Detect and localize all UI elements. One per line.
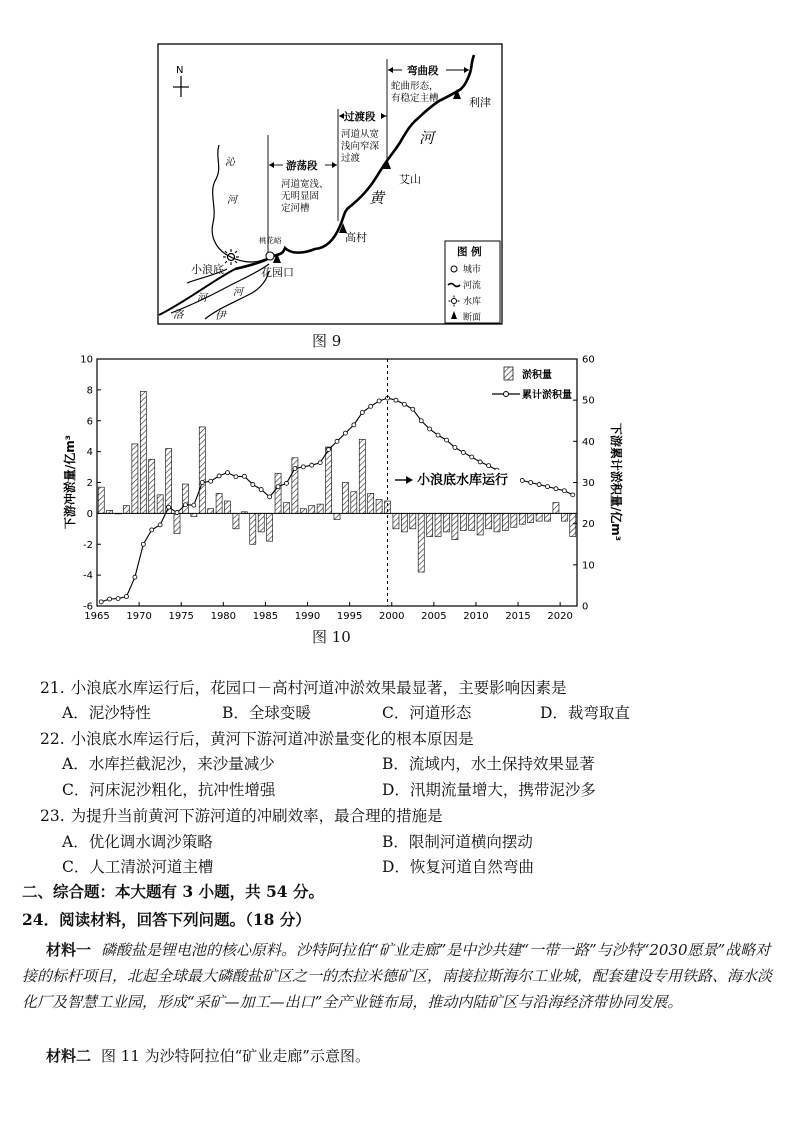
cumulative-point-2018 xyxy=(546,485,550,489)
q21-option-d[interactable]: D．裁弯取直 xyxy=(540,704,630,722)
y-right-tick: 60 xyxy=(582,354,595,366)
bar-2011 xyxy=(486,513,492,528)
bar-2015 xyxy=(519,513,525,524)
legend-reservoir: 水库 xyxy=(463,297,482,307)
cumulative-point-1984 xyxy=(259,487,263,491)
bar-1981 xyxy=(233,513,239,528)
cumulative-point-2015 xyxy=(520,478,524,482)
y-right-tick: 40 xyxy=(582,436,595,448)
cumulative-point-1972 xyxy=(158,523,162,527)
cumulative-point-1992 xyxy=(327,448,331,452)
bar-1986 xyxy=(275,473,281,513)
q21-option-b[interactable]: B．全球变暖 xyxy=(222,704,311,722)
cumulative-point-1994 xyxy=(343,431,347,435)
y-right-title: 下游累计淤积量/亿m³ xyxy=(609,422,623,542)
bar-2000 xyxy=(393,513,399,528)
question-number: 23. xyxy=(40,807,65,825)
y-left-tick: 0 xyxy=(86,508,93,520)
cumulative-point-1979 xyxy=(217,474,221,478)
q23-option-c[interactable]: C．人工清淤河道主槽 xyxy=(62,858,214,876)
cumulative-point-2000 xyxy=(394,398,398,402)
bar-2003 xyxy=(418,513,424,572)
bar-1975 xyxy=(182,484,188,513)
y-left-tick: 8 xyxy=(86,385,93,397)
q22-option-c[interactable]: C．河床泥沙粗化，抗冲性增强 xyxy=(62,781,276,799)
reservoir-annotation xyxy=(395,470,520,488)
x-tick: 1970 xyxy=(126,611,152,622)
legend-line-label: 累计淤积量 xyxy=(522,390,572,401)
cumulative-point-1995 xyxy=(352,423,356,427)
cumulative-point-1991 xyxy=(318,461,322,465)
bar-2013 xyxy=(502,513,508,530)
cumulative-point-1980 xyxy=(226,471,230,475)
q22-option-b[interactable]: B．流域内，水土保持效果显著 xyxy=(382,755,595,773)
x-tick: 1975 xyxy=(168,611,194,622)
cumulative-point-1998 xyxy=(377,399,381,403)
map-legend xyxy=(445,241,500,323)
chart-legend xyxy=(492,367,572,401)
cumulative-point-1987 xyxy=(284,481,288,485)
river-name-yi: 伊 xyxy=(215,310,226,322)
place-lijin: 利津 xyxy=(469,96,491,109)
bar-1980 xyxy=(224,501,230,513)
transition-segment-label: 过渡段 xyxy=(344,111,376,123)
legend-section: 断面 xyxy=(463,313,482,323)
material-2 xyxy=(22,1043,782,1069)
transition-desc-1: 河道从宽 xyxy=(341,129,380,140)
river-name-yi-he: 河 xyxy=(233,287,243,298)
cumulative-point-1993 xyxy=(335,439,339,443)
y-left-tick: 10 xyxy=(80,354,93,366)
river-name-qin-he: 河 xyxy=(227,195,237,206)
q21-option-c[interactable]: C．河道形态 xyxy=(382,704,472,722)
place-huayuankou: 花园口 xyxy=(261,266,294,279)
x-tick: 1995 xyxy=(336,611,363,622)
cumulative-point-1970 xyxy=(141,542,145,546)
figure-9-map xyxy=(157,43,503,325)
bar-2017 xyxy=(536,513,542,521)
bar-1971 xyxy=(149,459,155,513)
q23-option-d[interactable]: D．恢复河道自然弯曲 xyxy=(382,858,534,876)
meander-segment-label: 弯曲段 xyxy=(407,65,439,77)
x-tick: 2015 xyxy=(505,611,531,622)
bar-1984 xyxy=(258,513,264,532)
cumulative-point-2001 xyxy=(402,402,406,406)
bar-1989 xyxy=(300,509,306,514)
place-xiaolangdi: 小浪底 xyxy=(191,263,224,276)
y-left-tick: -6 xyxy=(83,601,93,613)
bar-1996 xyxy=(359,439,365,513)
place-taohuayu: 桃花峪 xyxy=(259,236,282,245)
x-tick: 2000 xyxy=(379,611,405,622)
cumulative-point-2019 xyxy=(554,487,558,491)
y-right-tick: 50 xyxy=(582,395,595,407)
bar-2014 xyxy=(511,513,517,527)
material-1-text: 磷酸盐是锂电池的核心原料。沙特阿拉伯“矿业走廊”是中沙共建“一带一路”与沙特“2030愿景”战略对接的标杆项目，北起全球最大磷酸盐矿区之一的杰拉米德矿区，南接拉斯海尔工业城，配套建设专用铁路、海水淡化厂及智慧工业园，形成“采矿—加工—出口”全产业链布局，推动内陆矿区与沿海经济带协同发展。 xyxy=(22,941,773,1011)
wander-segment-label: 游荡段 xyxy=(286,160,318,172)
cumulative-point-2008 xyxy=(461,450,465,454)
x-tick: 1965 xyxy=(84,611,110,622)
legend-title: 图 例 xyxy=(457,246,482,258)
cumulative-point-1971 xyxy=(150,528,154,532)
material-2-text: 图 11 为沙特阿拉伯“矿业走廊”示意图。 xyxy=(101,1047,370,1065)
bar-1978 xyxy=(208,509,214,514)
river-name-qin: 沁 xyxy=(225,157,235,168)
bar-1992 xyxy=(326,447,332,513)
bar-1974 xyxy=(174,513,180,533)
question-22 xyxy=(40,729,474,749)
cumulative-point-1981 xyxy=(234,475,238,479)
wander-desc-2: 无明显固 xyxy=(281,191,320,202)
x-tick: 1985 xyxy=(252,611,279,622)
question-number: 22. xyxy=(40,730,65,748)
transition-desc-3: 过渡 xyxy=(341,153,361,164)
q22-option-a[interactable]: A．水库拦截泥沙，来沙量减少 xyxy=(62,755,275,773)
cumulative-line xyxy=(101,398,573,602)
y-right-tick: 30 xyxy=(582,478,595,489)
cumulative-point-2011 xyxy=(487,464,491,468)
material-1 xyxy=(22,937,782,1015)
cumulative-point-2006 xyxy=(444,438,448,442)
meander-desc-2: 有稳定主槽 xyxy=(391,93,439,104)
bar-2019 xyxy=(553,503,559,514)
bar-2009 xyxy=(469,513,475,530)
bar-1997 xyxy=(368,493,374,513)
cumulative-point-1974 xyxy=(175,511,179,515)
q21-option-a[interactable]: A．泥沙特性 xyxy=(62,704,151,722)
legend-city-icon xyxy=(451,266,457,272)
cumulative-point-2002 xyxy=(411,407,415,411)
cumulative-point-1983 xyxy=(251,483,255,487)
y-left-tick: 2 xyxy=(86,478,93,489)
q23-option-a[interactable]: A．优化调水调沙策略 xyxy=(62,833,213,851)
meander-desc-1: 蛇曲形态， xyxy=(391,81,439,92)
material-2-label: 材料二 xyxy=(46,1047,92,1065)
bar-1998 xyxy=(376,499,382,513)
river-name-luo-he: 河 xyxy=(197,293,207,304)
bar-1965 xyxy=(98,487,104,513)
cumulative-point-2004 xyxy=(428,427,432,431)
legend-city: 城市 xyxy=(463,265,482,275)
x-tick: 2005 xyxy=(421,611,447,622)
cumulative-point-2009 xyxy=(470,455,474,459)
bar-2005 xyxy=(435,513,441,536)
cumulative-point-2007 xyxy=(453,446,457,450)
cumulative-point-1969 xyxy=(133,575,137,579)
x-tick: 2010 xyxy=(463,611,489,622)
legend-bar-label: 淤积量 xyxy=(522,370,552,381)
bar-2007 xyxy=(452,513,458,539)
wander-desc-1: 河道宽浅、 xyxy=(281,179,329,190)
bar-2018 xyxy=(544,513,550,521)
y-left-title: 下游冲淤量/亿m³ xyxy=(63,434,77,530)
north-label: N xyxy=(176,65,184,76)
question-number: 21. xyxy=(40,679,65,697)
y-right-tick: 0 xyxy=(582,601,589,613)
bar-2002 xyxy=(410,513,416,528)
bar-2016 xyxy=(528,513,534,522)
bar-1994 xyxy=(342,483,348,514)
cumulative-point-1990 xyxy=(310,463,314,467)
question-stem: 为提升当前黄河下游河道的冲刷效率，最合理的措施是 xyxy=(70,807,443,825)
wander-desc-3: 定河槽 xyxy=(281,203,310,214)
bar-2021 xyxy=(570,513,576,536)
bar-2020 xyxy=(561,513,567,521)
y-left-tick: 6 xyxy=(86,416,93,428)
bar-1970 xyxy=(140,391,146,513)
y-left-tick: -4 xyxy=(83,570,93,582)
bar-2006 xyxy=(443,513,449,532)
place-aishan: 艾山 xyxy=(399,173,421,186)
section-2-heading: 二、综合题：本大题有 3 小题，共 54 分。 xyxy=(22,882,324,901)
bar-2004 xyxy=(427,513,433,536)
legend-bar-icon xyxy=(504,367,513,380)
question-24-heading: 24．阅读材料，回答下列问题。（18 分） xyxy=(22,910,311,929)
bar-1969 xyxy=(132,444,138,513)
bar-1983 xyxy=(250,513,256,544)
bar-2001 xyxy=(401,513,407,532)
figure-10-caption: 图 10 xyxy=(312,628,351,646)
cumulative-point-1967 xyxy=(116,597,120,601)
y-left-tick: 4 xyxy=(86,447,93,459)
question-stem: 小浪底水库运行后，黄河下游河道冲淤量变化的根本原因是 xyxy=(70,730,474,748)
legend-river: 河流 xyxy=(463,281,482,291)
cumulative-point-1978 xyxy=(209,479,213,483)
x-tick: 1980 xyxy=(210,611,237,622)
bar-2012 xyxy=(494,513,500,532)
y-left-tick: -2 xyxy=(83,539,93,551)
cumulative-point-1989 xyxy=(301,465,305,469)
cumulative-point-1965 xyxy=(99,600,103,604)
figure-9-caption: 图 9 xyxy=(312,332,342,350)
river-name-huang: 黄 xyxy=(369,189,385,207)
figure-10-chart xyxy=(60,352,623,627)
cumulative-point-1973 xyxy=(167,505,171,509)
bar-1987 xyxy=(283,503,289,514)
cumulative-point-2005 xyxy=(436,433,440,437)
q22-option-d[interactable]: D．汛期流量增大，携带泥沙多 xyxy=(382,781,596,799)
bar-1977 xyxy=(199,427,205,513)
place-gaocun: 高村 xyxy=(345,231,367,244)
cumulative-point-1976 xyxy=(192,503,196,507)
cumulative-point-1975 xyxy=(183,503,187,507)
transition-desc-2: 浅向窄深 xyxy=(341,141,380,152)
bar-1993 xyxy=(334,513,340,519)
cumulative-point-2021 xyxy=(571,493,575,497)
cumulative-point-1988 xyxy=(293,467,297,471)
bar-2010 xyxy=(477,513,483,535)
cumulative-point-1966 xyxy=(108,597,112,601)
material-1-label: 材料一 xyxy=(46,941,92,959)
cumulative-point-2003 xyxy=(419,419,423,423)
bar-1979 xyxy=(216,493,222,513)
cumulative-point-1977 xyxy=(200,481,204,485)
river-name-he: 河 xyxy=(419,129,435,147)
cumulative-point-1982 xyxy=(242,474,246,478)
q23-option-b[interactable]: B．限制河道横向摆动 xyxy=(382,833,533,851)
bar-1968 xyxy=(123,506,129,514)
cumulative-point-2010 xyxy=(478,460,482,464)
cumulative-point-1968 xyxy=(124,595,128,599)
cumulative-point-1997 xyxy=(369,404,373,408)
cumulative-point-2020 xyxy=(562,489,566,493)
x-tick: 1990 xyxy=(294,611,321,622)
y-right-tick: 20 xyxy=(582,519,595,531)
bar-2008 xyxy=(460,513,466,530)
question-stem: 小浪底水库运行后，花园口－高村河道冲淤效果最显著，主要影响因素是 xyxy=(70,679,567,697)
bar-1995 xyxy=(351,492,357,514)
cumulative-point-2016 xyxy=(529,481,533,485)
cumulative-point-1996 xyxy=(360,411,364,415)
question-21 xyxy=(40,678,567,698)
taohuayu-city-marker xyxy=(266,252,274,260)
river-name-luo: 洛 xyxy=(173,309,184,321)
cumulative-point-1985 xyxy=(268,495,272,499)
question-23 xyxy=(40,806,443,826)
bar-1972 xyxy=(157,495,163,514)
bar-1973 xyxy=(166,449,172,514)
bar-1985 xyxy=(267,513,273,541)
annotation-text: 小浪底水库运行 xyxy=(417,473,509,488)
bar-1991 xyxy=(317,504,323,513)
cumulative-point-1986 xyxy=(276,485,280,489)
y-right-tick: 10 xyxy=(582,560,595,572)
cumulative-point-2017 xyxy=(537,483,541,487)
x-tick: 2020 xyxy=(547,611,573,622)
bar-1990 xyxy=(309,506,315,514)
